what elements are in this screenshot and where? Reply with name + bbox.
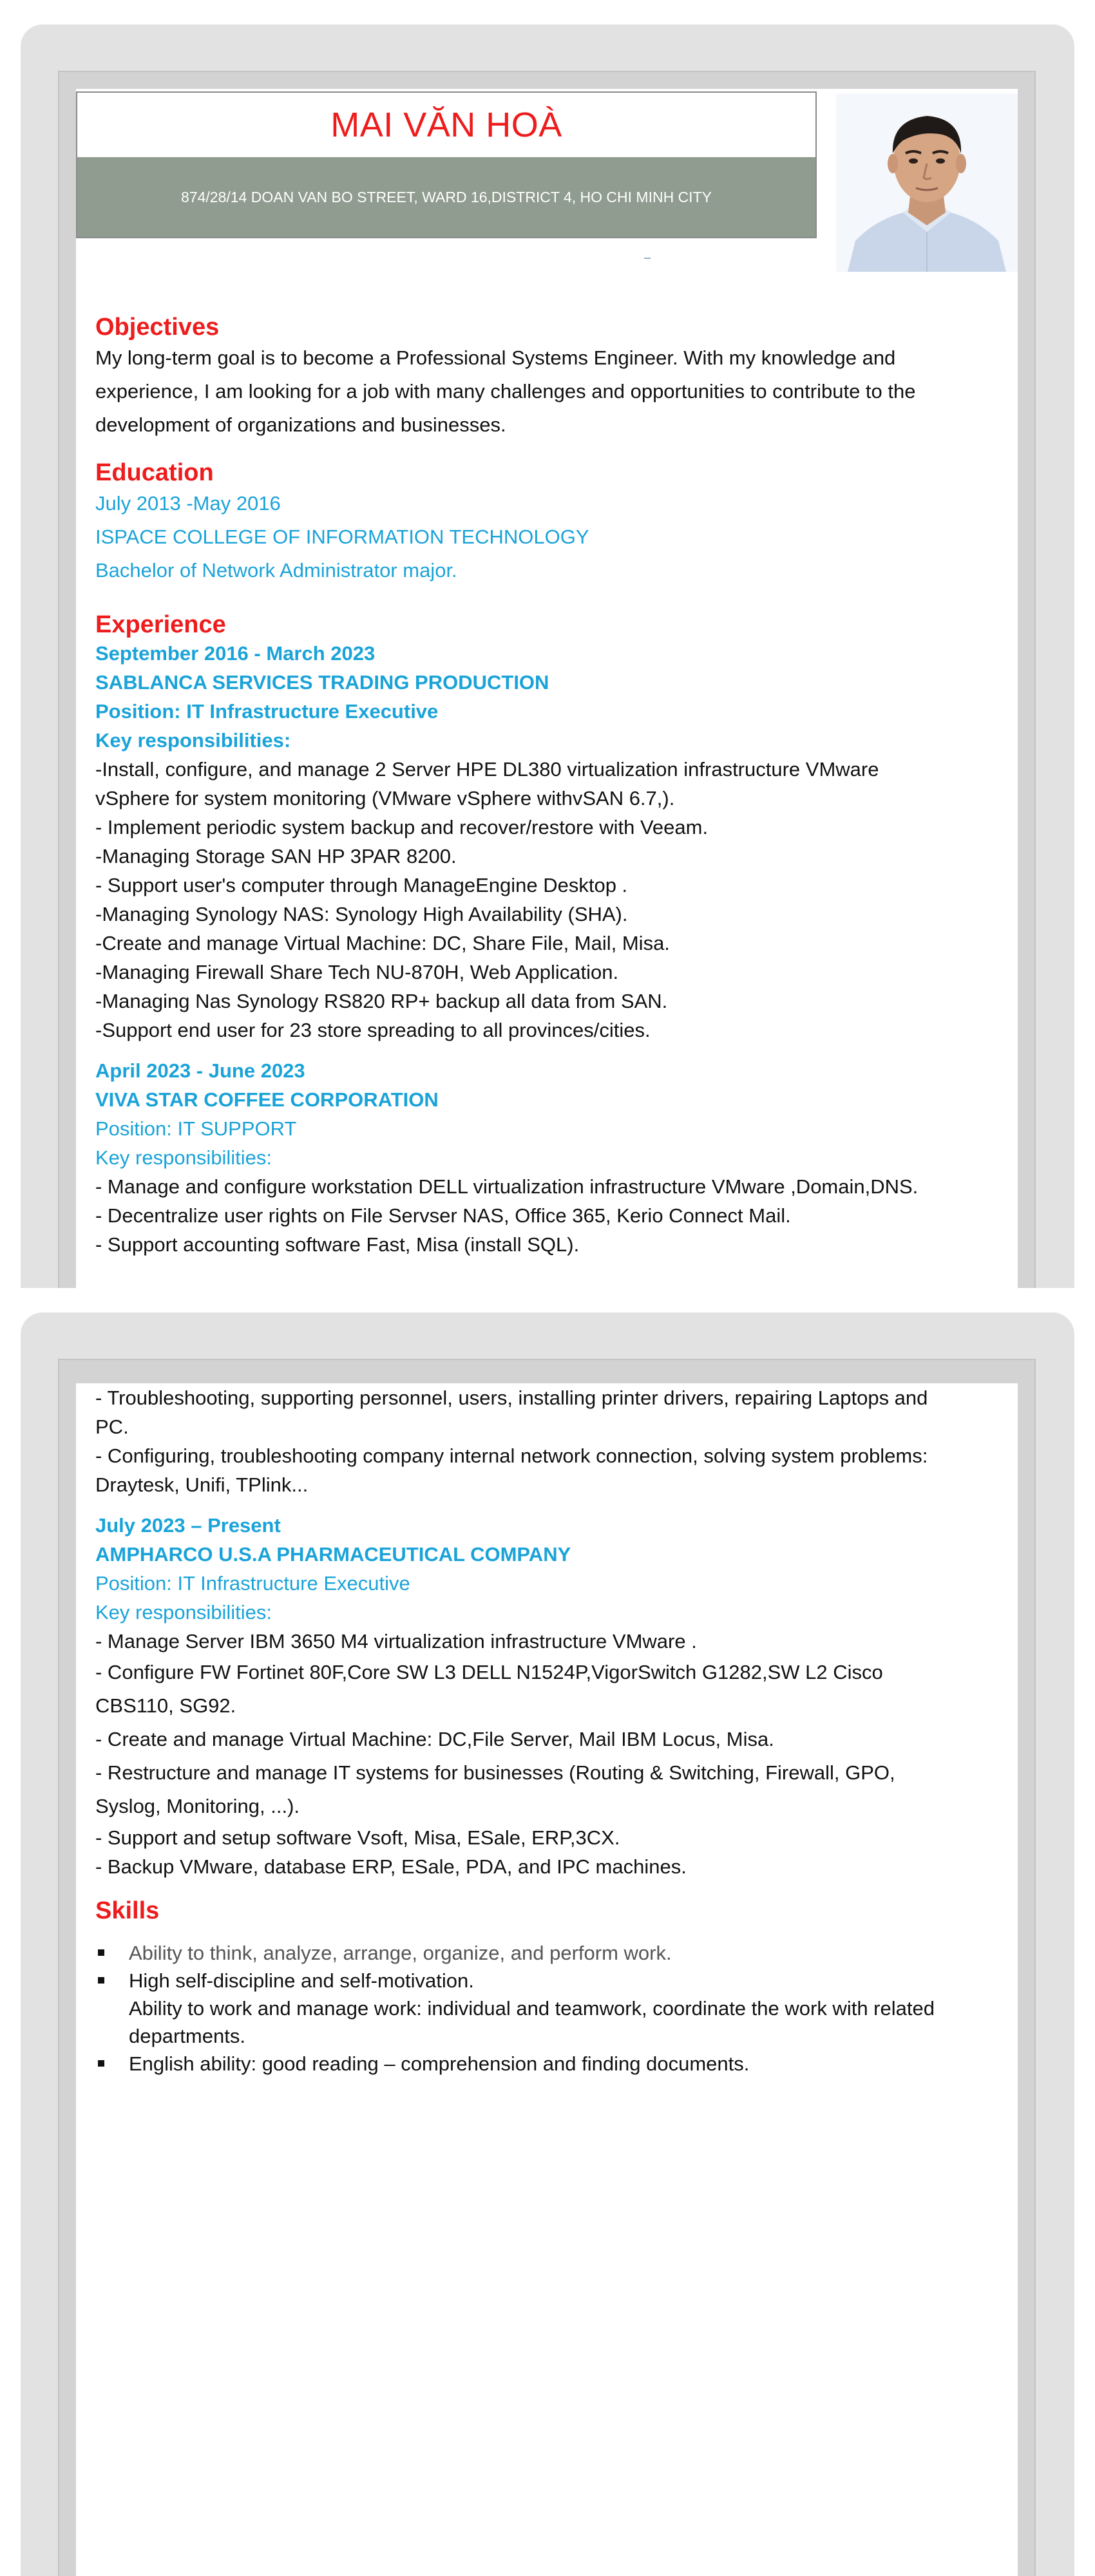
bullet-square-icon (98, 1949, 104, 1956)
bullet-square-icon (98, 1977, 104, 1984)
profile-photo (836, 94, 1018, 272)
job-item: - Decentralize user rights on File Servser NAS, Office 365, Kerio Connect Mail. (95, 1204, 791, 1227)
profile-photo-image (836, 94, 1018, 272)
skills-heading: Skills (95, 1897, 160, 1924)
page-1-frame (58, 71, 1036, 1288)
job-period: July 2023 – Present (95, 1514, 281, 1537)
job-item: -Managing Synology NAS: Synology High Availability (SHA). (95, 903, 628, 925)
job-position: Position: IT Infrastructure Executive (95, 1572, 410, 1595)
page-1 (21, 24, 1074, 1288)
skills-list (95, 1939, 997, 2078)
page-2-paper (76, 1383, 1018, 2576)
job-period: September 2016 - March 2023 (95, 642, 376, 665)
skill-item-continued: departments. (129, 2025, 245, 2047)
job-item: vSphere for system monitoring (VMware vSphere withvSAN 6.7,). (95, 787, 675, 810)
job-item: - Support accounting software Fast, Misa (install SQL). (95, 1233, 580, 1256)
address: 874/28/14 DOAN VAN BO STREET, WARD 16,DISTRICT 4, HO CHI MINH CITY (181, 188, 712, 205)
job-2 (95, 1056, 997, 1259)
main-content-page-1 (95, 313, 997, 1259)
education-school: ISPACE COLLEGE OF INFORMATION TECHNOLOGY (95, 526, 589, 548)
job-item: - Support and setup software Vsoft, Misa, ESale, ERP,3CX. (95, 1826, 620, 1849)
job-item: CBS110, SG92. (95, 1694, 236, 1717)
candidate-name: MAI VĂN HOÀ (330, 106, 562, 144)
skill-item: High self-discipline and self-motivation. (95, 1967, 997, 1994)
job-company: VIVA STAR COFFEE CORPORATION (95, 1088, 439, 1111)
job-item: - Manage and configure workstation DELL virtualization infrastructure VMware ,Domain,DNS. (95, 1175, 919, 1198)
education-heading: Education (95, 459, 214, 486)
skill-item: Ability to think, analyze, arrange, organize, and perform work. (95, 1939, 997, 1967)
job-item: -Managing Storage SAN HP 3PAR 8200. (95, 845, 457, 867)
job-item: PC. (95, 1416, 129, 1438)
job-item: - Configuring, troubleshooting company internal network connection, solving system problems: (95, 1444, 928, 1467)
job-position: Position: IT Infrastructure Executive (95, 700, 439, 723)
job-item: - Backup VMware, database ERP, ESale, PDA, and IPC machines. (95, 1855, 687, 1878)
divider (644, 258, 651, 259)
job-position: Position: IT SUPPORT (95, 1117, 297, 1140)
job-period: April 2023 - June 2023 (95, 1059, 305, 1082)
job-3 (95, 1511, 997, 1881)
main-content-page-2 (95, 1383, 997, 2078)
page-2 (21, 1312, 1074, 2576)
job-company: SABLANCA SERVICES TRADING PRODUCTION (95, 671, 549, 694)
page-1-paper (76, 89, 1018, 1288)
education-degree: Bachelor of Network Administrator major. (95, 559, 457, 582)
job-item: -Support end user for 23 store spreading to all provinces/cities. (95, 1019, 651, 1041)
page-2-frame (58, 1359, 1036, 2576)
skill-item: English ability: good reading – comprehension and finding documents. (95, 2050, 997, 2078)
job-item: - Manage Server IBM 3650 M4 virtualization infrastructure VMware . (95, 1630, 697, 1653)
job-resp-label: Key responsibilities: (95, 1601, 272, 1624)
job-item: - Implement periodic system backup and recover/restore with Veeam. (95, 816, 709, 838)
job-company: AMPHARCO U.S.A PHARMACEUTICAL COMPANY (95, 1543, 571, 1566)
bullet-square-icon (98, 2060, 104, 2067)
address-bar (77, 157, 815, 237)
job-item: -Create and manage Virtual Machine: DC, Share File, Mail, Misa. (95, 932, 670, 954)
objectives-heading: Objectives (95, 314, 220, 341)
job-item: -Managing Firewall Share Tech NU-870H, Web Application. (95, 961, 619, 983)
objectives-text: My long-term goal is to become a Professional Systems Engineer. With my knowledge and experience, I am looking for a job with many challenges and opportunities to contribute to the development of organizations and businesses. (95, 346, 916, 436)
job-item: - Support user's computer through ManageEngine Desktop . (95, 874, 628, 896)
job-resp-label: Key responsibilities: (95, 729, 291, 752)
job-1 (95, 639, 997, 1045)
job-item: Draytesk, Unifi, TPlink... (95, 1473, 309, 1496)
job-item: - Restructure and manage IT systems for businesses (Routing & Switching, Firewall, GPO, (95, 1761, 895, 1784)
job-item: - Configure FW Fortinet 80F,Core SW L3 DELL N1524P,VigorSwitch G1282,SW L2 Cisco (95, 1661, 883, 1683)
job-item: -Managing Nas Synology RS820 RP+ backup all data from SAN. (95, 990, 668, 1012)
experience-heading: Experience (95, 611, 226, 638)
job-item: - Troubleshooting, supporting personnel, users, installing printer drivers, repairing Laptops and (95, 1387, 928, 1409)
job-item: -Install, configure, and manage 2 Server HPE DL380 virtualization infrastructure VMware (95, 758, 879, 781)
education-period: July 2013 -May 2016 (95, 492, 281, 515)
job-item: - Create and manage Virtual Machine: DC,File Server, Mail IBM Locus, Misa. (95, 1728, 774, 1750)
job-2-continued (95, 1383, 997, 1499)
header-box (76, 91, 817, 238)
skill-item-continued: Ability to work and manage work: individual and teamwork, coordinate the work with related (129, 1997, 935, 2020)
job-item: Syslog, Monitoring, ...). (95, 1795, 300, 1817)
job-resp-label: Key responsibilities: (95, 1146, 272, 1169)
